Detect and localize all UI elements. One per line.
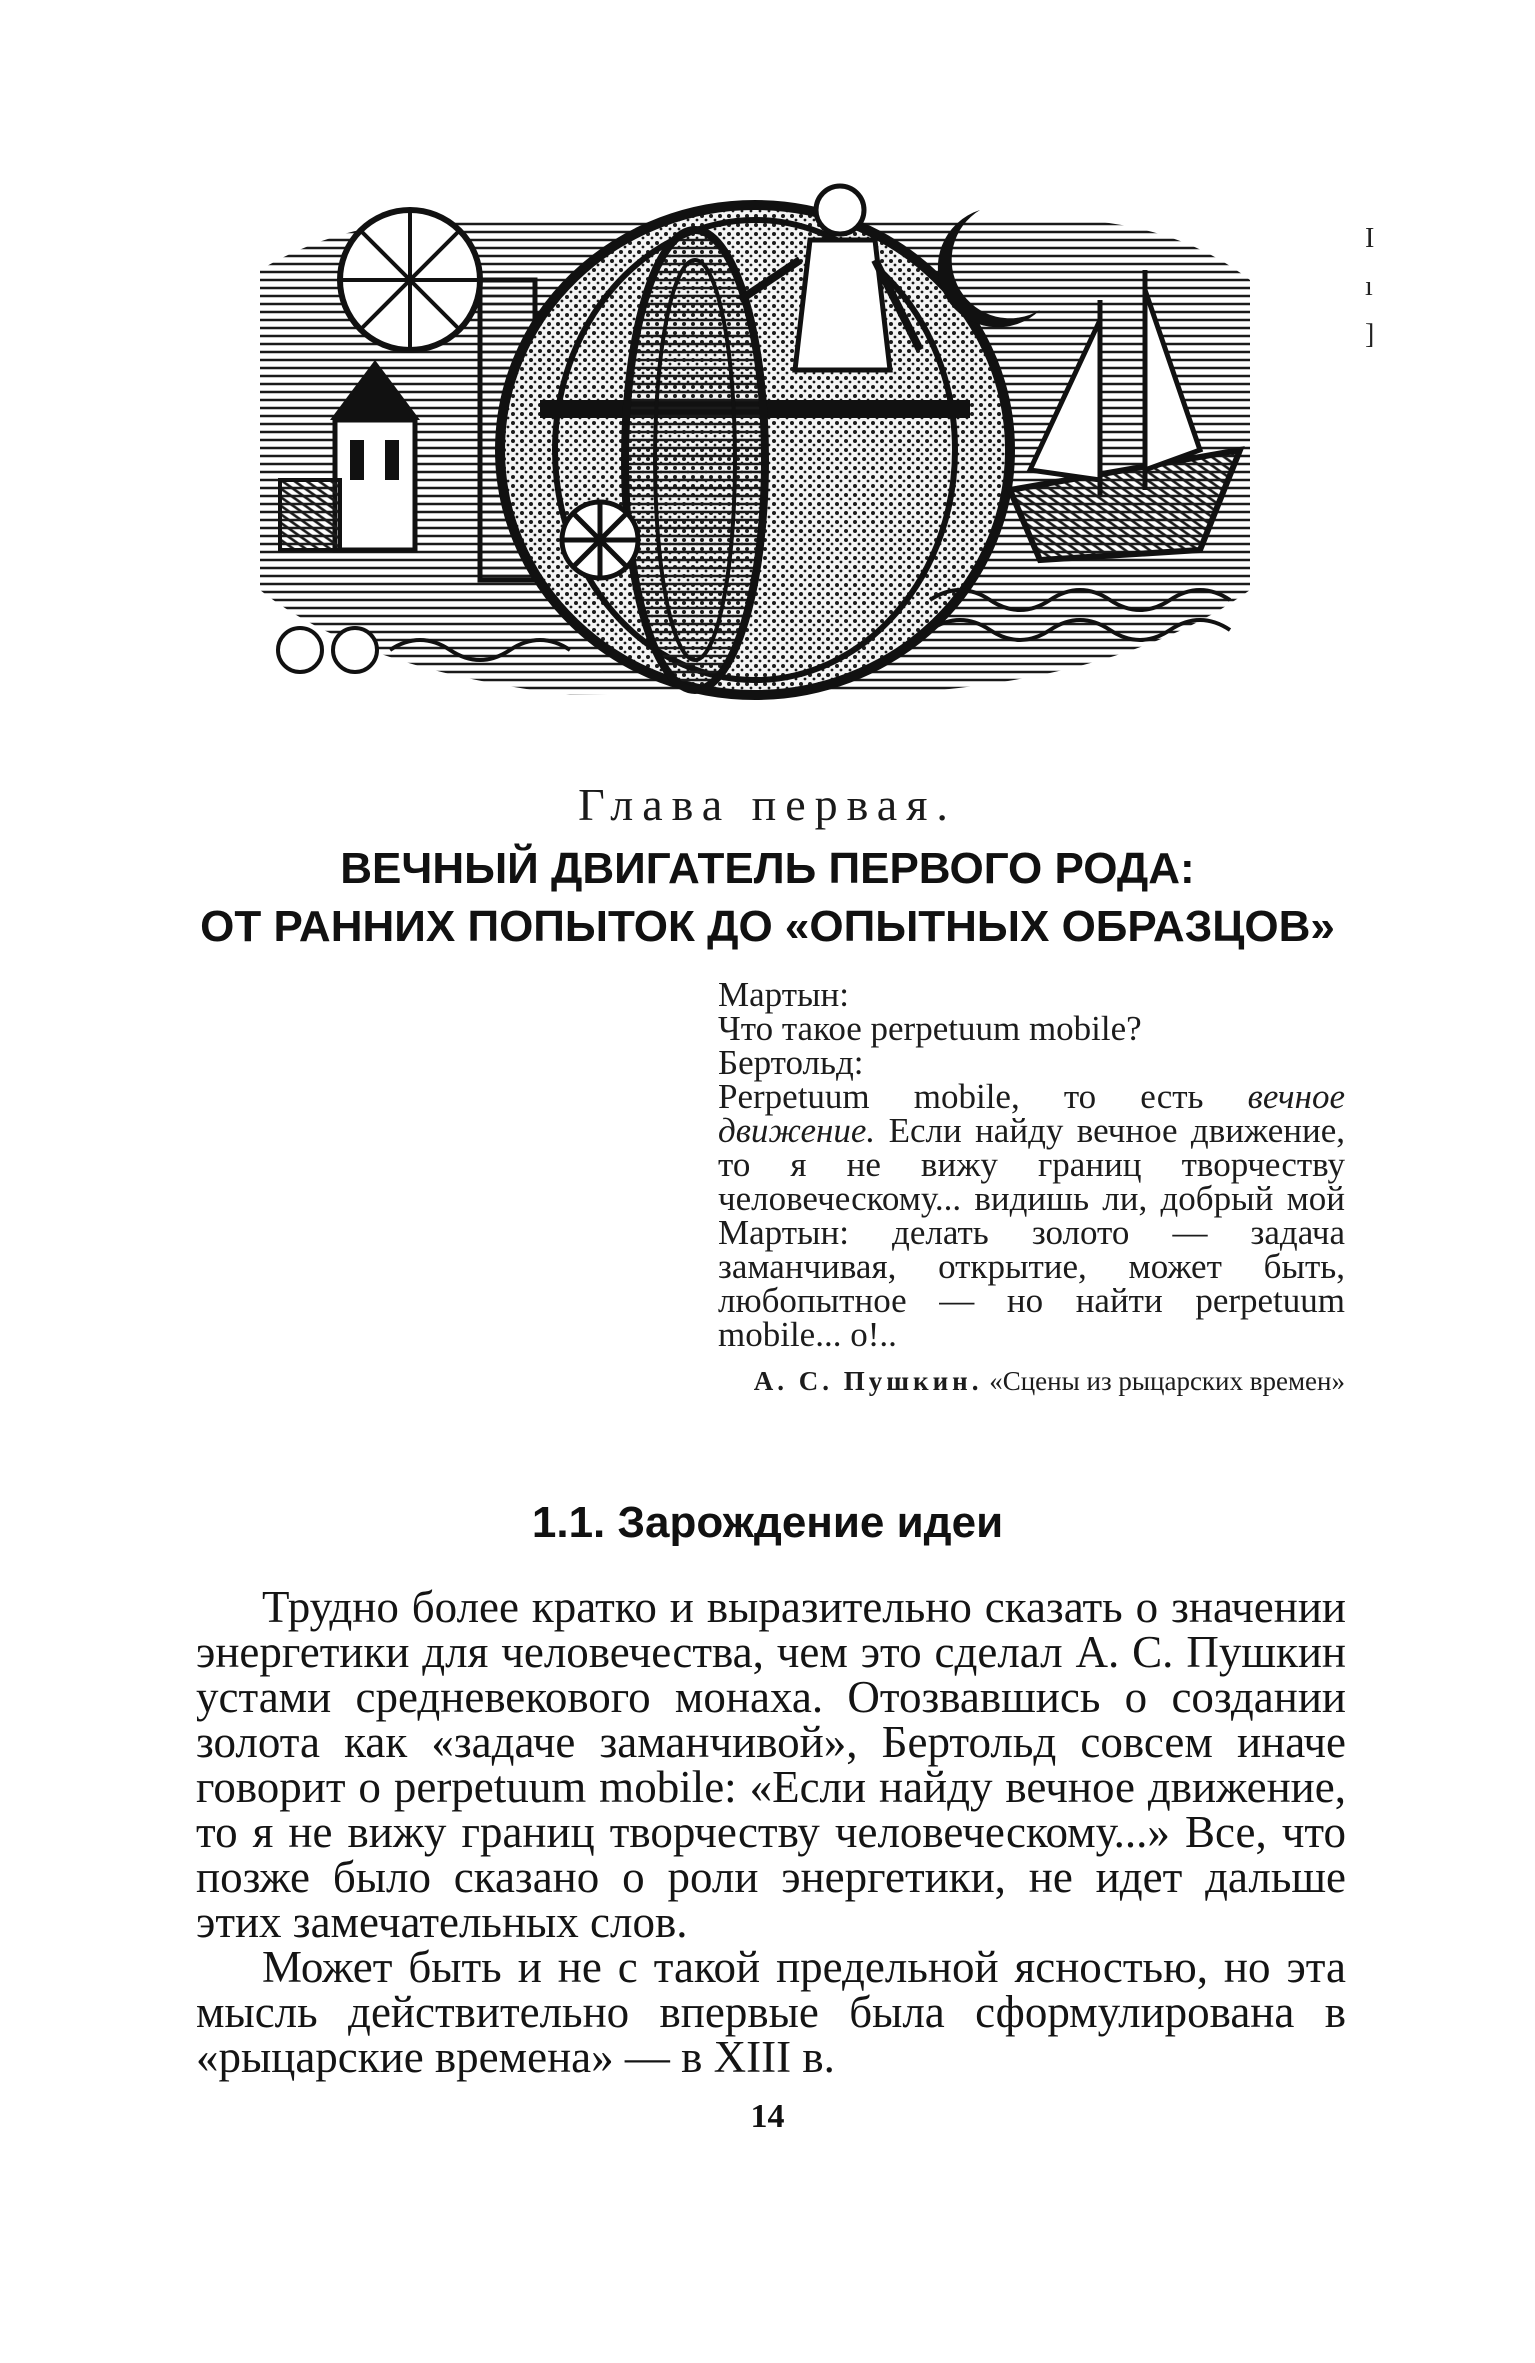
chapter-title-line-2: ОТ РАННИХ ПОПЫТОК ДО «ОПЫТНЫХ ОБРАЗЦОВ» (200, 902, 1335, 951)
sun-rays (340, 210, 480, 350)
epigraph-author: А. С. Пушкин. (753, 1366, 983, 1396)
epigraph-reply (718, 1077, 1345, 1354)
margin-marks (1365, 215, 1385, 359)
margin-mark: ] (1365, 319, 1375, 350)
cart-wheels (278, 628, 377, 672)
chapter-label: Глава первая. (578, 779, 957, 830)
section-heading: 1.1. Зарождение идеи (531, 1498, 1004, 1547)
epigraph-reply-start: Perpetuum mobile, то есть (718, 1077, 1248, 1116)
chapter-title (150, 840, 1385, 956)
margin-mark: ı (1365, 271, 1373, 302)
margin-mark: I (1365, 223, 1375, 254)
epigraph (718, 975, 1345, 1396)
body-text (196, 1582, 1346, 2082)
epigraph-question: Что такое perpetuum mobile? (718, 1009, 1142, 1048)
cog-wheel (562, 502, 638, 578)
body-paragraph: Трудно более кратко и выразительно сказать о значении энергетики для человечества, чем это сделал А. С. Пушкин устами средневекового монаха. Отозвавшись о создании золота как «задаче заманчивой», Бертольд совсем иначе говорит о perpetuum mobile: «Если найду вечное движение, то я не вижу границ творчеству человеческому...» Все, что позже было сказано о роли энергетики, не идет дальше этих замечательных слов. (196, 1582, 1346, 1947)
epigraph-attribution (718, 1366, 1345, 1396)
body-paragraph: Может быть и не с такой предельной ясностью, но эта мысль действительно впервые была сформулирована в «рыцарские времена» — в XIII в. (196, 1942, 1346, 2082)
epigraph-reply-rest: Если найду вечное движение, то я не вижу границ творчеству человеческому... видишь ли, добрый мой Мартын: делать золото — задача заманчивая, открытие, может быть, любопытное — но найти perpetuum mobile... о!.. (718, 1111, 1345, 1354)
chapter-illustration (240, 150, 1270, 715)
page-number: 14 (750, 2098, 785, 2135)
epigraph-speaker-1: Мартын: (718, 975, 849, 1014)
epigraph-speaker-2: Бертольд: (718, 1043, 864, 1082)
epigraph-source: «Сцены из рыцарских времен» (989, 1366, 1345, 1396)
epigraph-reply-italic: вечное движение. (718, 1077, 1345, 1150)
chapter-title-line-1: ВЕЧНЫЙ ДВИГАТЕЛЬ ПЕРВОГО РОДА: (340, 844, 1195, 893)
